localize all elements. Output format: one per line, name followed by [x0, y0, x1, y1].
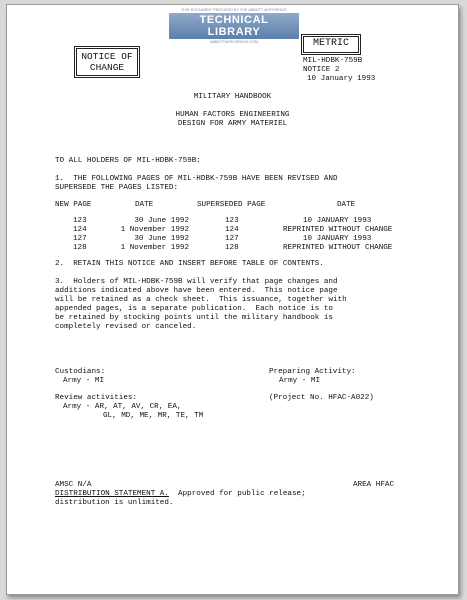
- row-superseded-page: 127: [225, 235, 239, 243]
- technical-library-logo: [169, 8, 299, 44]
- area-text: AREA HFAC: [353, 481, 395, 489]
- row-superseded-date: 10 JANUARY 1993: [303, 217, 372, 225]
- custodians-label: Custodians:: [55, 368, 106, 376]
- row-superseded-date: REPRINTED WITHOUT CHANGE: [283, 244, 393, 252]
- table-header-new-page: NEW PAGE: [55, 201, 92, 209]
- row-date: 1 November 1992: [120, 226, 189, 234]
- distribution-text: Approved for public release;: [168, 490, 306, 498]
- notice-of-change-box: [76, 48, 138, 76]
- row-new-page: 127: [73, 235, 87, 243]
- metric-box: METRIC: [303, 36, 359, 53]
- salutation: TO ALL HOLDERS OF MIL-HDBK-759B:: [55, 157, 201, 165]
- logo-top-text: THIS DOCUMENT PROVIDED BY THE ABBOTT AEROSPACE: [180, 8, 288, 12]
- preparing-activity-label: Preparing Activity:: [269, 368, 356, 376]
- distribution-label: DISTRIBUTION STATEMENT A.: [55, 490, 169, 498]
- para3-line1: 3. Holders of MIL-HDBK-759B will verify that page changes and: [55, 278, 338, 286]
- review-activities-label: Review activities:: [55, 394, 138, 402]
- notice-date: 10 January 1993: [307, 75, 376, 83]
- row-date: 30 June 1992: [134, 217, 189, 225]
- para3-line4: appended pages, is a separate publication. Each notice is to: [55, 305, 333, 313]
- title-line2: DESIGN FOR ARMY MATERIEL: [177, 120, 288, 128]
- preparing-activity-value: Army - MI: [279, 377, 321, 385]
- para3-line6: completely revised or canceled.: [55, 323, 197, 331]
- table-header-superseded-page: SUPERSEDED PAGE: [197, 201, 266, 209]
- document-page: [6, 4, 459, 595]
- amsc-text: AMSC N/A: [55, 481, 92, 489]
- notice-number: NOTICE 2: [303, 66, 340, 74]
- row-new-page: 124: [73, 226, 87, 234]
- review-activities-line2: GL, MD, ME, MR, TE, TM: [103, 412, 204, 420]
- doc-number: MIL-HDBK-759B: [303, 57, 363, 65]
- para1-line2: SUPERSEDE THE PAGES LISTED:: [55, 184, 179, 192]
- row-date: 30 June 1992: [134, 235, 189, 243]
- distribution-line2: distribution is unlimited.: [55, 499, 174, 507]
- row-new-page: 128: [73, 244, 87, 252]
- notice-box-line1: NOTICE OF: [81, 51, 133, 62]
- para1-line1: 1. THE FOLLOWING PAGES OF MIL-HDBK-759B HAVE BEEN REVISED AND: [55, 175, 338, 183]
- project-number: (Project No. HFAC-A022): [269, 394, 374, 402]
- para3-line3: will be retained as a check sheet. This issuance, together with: [55, 296, 347, 304]
- distribution-statement: [55, 490, 306, 499]
- para3-line5: be retained by stocking points until the military handbook is: [55, 314, 333, 322]
- row-superseded-date: 10 JANUARY 1993: [303, 235, 372, 243]
- table-header-date-2: DATE: [337, 201, 356, 209]
- row-date: 1 November 1992: [120, 244, 189, 252]
- row-superseded-page: 124: [225, 226, 239, 234]
- row-new-page: 123: [73, 217, 87, 225]
- row-superseded-page: 128: [225, 244, 239, 252]
- handbook-type: MILITARY HANDBOOK: [193, 93, 272, 101]
- logo-main-text: TECHNICAL LIBRARY: [169, 13, 299, 39]
- row-superseded-page: 123: [225, 217, 239, 225]
- title-line1: HUMAN FACTORS ENGINEERING: [175, 111, 290, 119]
- para3-line2: additions indicated above have been entered. This notice page: [55, 287, 338, 295]
- para2: 2. RETAIN THIS NOTICE AND INSERT BEFORE TABLE OF CONTENTS.: [55, 260, 324, 268]
- notice-box-line2: CHANGE: [89, 62, 125, 73]
- review-activities-line1: Army - AR, AT, AV, CR, EA,: [63, 403, 182, 411]
- custodians-value: Army - MI: [63, 377, 105, 385]
- table-header-date: DATE: [135, 201, 154, 209]
- row-superseded-date: REPRINTED WITHOUT CHANGE: [283, 226, 393, 234]
- logo-sub-text: ABBOTTAEROSPACE.COM: [209, 40, 259, 44]
